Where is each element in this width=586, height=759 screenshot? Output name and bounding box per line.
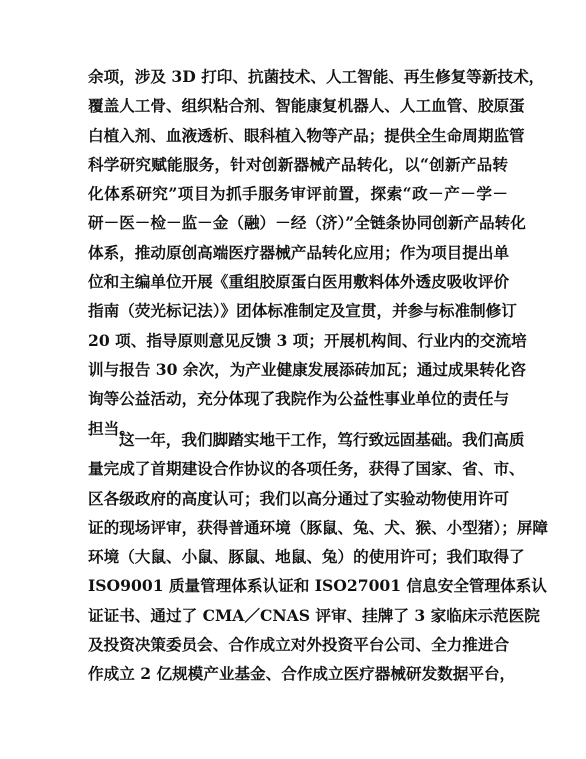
paragraph-1-line: 指南（荧光标记法）》团体标准制定及宣贯，并参与标准制修订: [88, 301, 517, 321]
paragraph-2-line: 作成立 2 亿规模产业基金、合作成立医疗器械研发数据平台，: [88, 664, 516, 684]
paragraph-1-line: 白植入剂、血液透析、眼科植入物等产品；提供全生命周期监管: [88, 125, 525, 145]
paragraph-1-line: 余项，涉及 3D 打印、抗菌技术、人工智能、再生修复等新技术，: [88, 67, 545, 86]
paragraph-1-line: 体系，推动原创高端医疗器械产品转化应用；作为项目提出单: [88, 242, 510, 262]
paragraph-1-line: 化体系研究”项目为抓手服务审评前置，探索“政－产－学－: [88, 184, 508, 204]
paragraph-2-line: 量完成了首期建设合作协议的各项任务，获得了国家、省、市、: [88, 459, 525, 479]
paragraph-1-line: 研－医－检－监－金（融）－经（济）”全链条协同创新产品转化: [88, 213, 526, 233]
paragraph-1: [88, 62, 545, 443]
paragraph-1-last-line: 担当。: [88, 418, 135, 438]
paragraph-2-line: 证的现场评审，获得普通环境（豚鼠、兔、犬、猴、小型猪）；屏障: [88, 517, 549, 537]
paragraph-2-line: 环境（大鼠、小鼠、豚鼠、地鼠、兔）的使用许可；我们取得了: [88, 547, 525, 567]
paragraph-2-line: 区各级政府的高度认可；我们以高分通过了实验动物使用许可: [88, 488, 510, 508]
paragraph-2-line: 及投资决策委员会、合作成立对外投资平台公司、全力推进合: [88, 635, 510, 655]
paragraph-1-line: 训与报告 30 余次，为产业健康发展添砖加瓦；通过成果转化咨: [88, 359, 526, 379]
paragraph-2-line: 证证书、通过了 CMA／CNAS 评审、挂牌了 3 家临床示范医院: [88, 605, 540, 625]
paragraph-2-line: ISO9001 质量管理体系认证和 ISO27001 信息安全管理体系认: [88, 576, 547, 596]
paragraph-2-first-line: 这一年，我们脚踏实地干工作，笃行致远固基础。我们高质: [119, 430, 525, 449]
paragraph-1-line: 20 项、指导原则意见反馈 3 项；开展机构间、行业内的交流培: [88, 330, 527, 350]
paragraph-1-line: 覆盖人工骨、组织粘合剂、智能康复机器人、人工血管、胶原蛋: [88, 96, 525, 116]
paragraph-1-line: 科学研究赋能服务，针对创新器械产品转化，以“创新产品转: [88, 154, 508, 174]
paragraph-2: [88, 425, 549, 689]
paragraph-1-line: 位和主编单位开展《重组胶原蛋白医用敷料体外透皮吸收评价: [88, 272, 510, 292]
paragraph-1-line: 询等公益活动，充分体现了我院作为公益性事业单位的责任与: [88, 389, 510, 409]
